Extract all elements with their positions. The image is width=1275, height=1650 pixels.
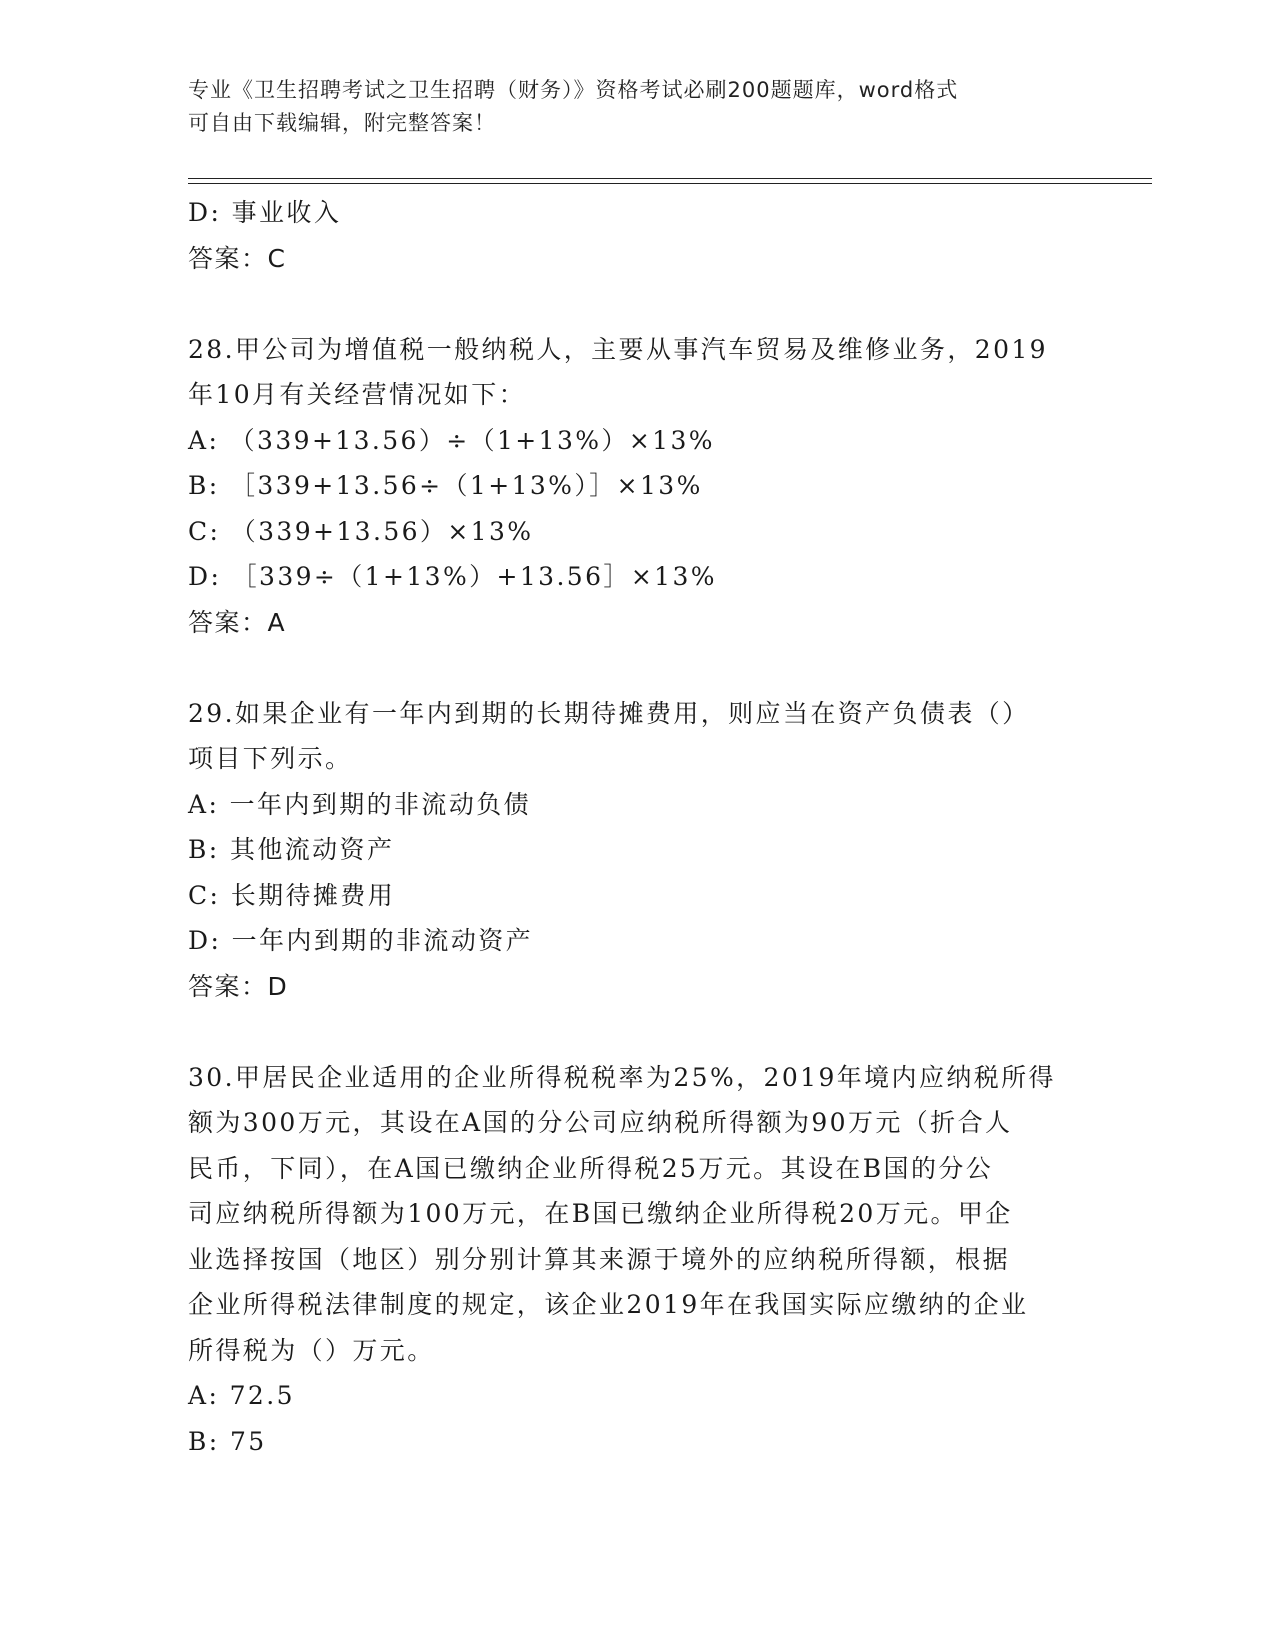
q30-stem-line-5: 业选择按国（地区）别分别计算其来源于境外的应纳税所得额，根据 — [188, 1244, 1011, 1274]
q28-option-b: B: ［339+13.56÷（1+13%）］×13% — [188, 471, 703, 500]
question-28 — [188, 327, 1088, 646]
q29-stem-line-1: 29.如果企业有一年内到期的长期待摊费用，则应当在资产负债表（） — [188, 698, 1030, 728]
question-27-tail — [188, 190, 1088, 281]
spacer — [188, 281, 1088, 327]
q30-option-b: B: 75 — [188, 1426, 267, 1456]
header-divider-bottom — [188, 183, 1152, 184]
q28-answer: 答案：A — [188, 607, 287, 637]
q30-stem-line-2: 额为300万元，其设在A国的分公司应纳税所得额为90万元（折合人 — [188, 1108, 1013, 1137]
spacer — [188, 645, 1088, 691]
q28-stem-line-1: 28.甲公司为增值税一般纳税人，主要从事汽车贸易及维修业务，2019 — [188, 334, 1048, 364]
q30-stem-line-4: 司应纳税所得额为100万元，在B国已缴纳企业所得税20万元。甲企 — [188, 1199, 1013, 1228]
q29-option-d: D: 一年内到期的非流动资产 — [188, 926, 534, 955]
header-line-1: 专业《卫生招聘考试之卫生招聘（财务）》资格考试必刷200题题库，word格式 — [188, 78, 959, 102]
q30-option-a: A: 72.5 — [188, 1381, 295, 1410]
q27-option-d: D: 事业收入 — [188, 198, 342, 227]
q29-option-c: C: 长期待摊费用 — [188, 880, 396, 910]
q27-answer: 答案：C — [188, 243, 287, 273]
q29-option-a: A: 一年内到期的非流动负债 — [188, 789, 532, 819]
q29-option-b: B: 其他流动资产 — [188, 835, 395, 864]
q30-stem-line-7: 所得税为（）万元。 — [188, 1335, 435, 1365]
q28-option-a: A: （339+13.56）÷（1+13%）×13% — [188, 425, 715, 455]
q28-stem-line-2: 年10月有关经营情况如下： — [188, 380, 527, 409]
q28-option-d: D: ［339÷（1+13%）+13.56］×13% — [188, 562, 717, 591]
q30-stem-line-3: 民币，下同），在A国已缴纳企业所得税25万元。其设在B国的分公 — [188, 1153, 994, 1183]
page-header — [188, 74, 1068, 140]
q30-stem-line-1: 30.甲居民企业适用的企业所得税税率为25%，2019年境内应纳税所得 — [188, 1062, 1056, 1092]
question-content — [188, 190, 1088, 1464]
q30-stem-line-6: 企业所得税法律制度的规定，该企业2019年在我国实际应缴纳的企业 — [188, 1290, 1029, 1319]
question-30 — [188, 1055, 1088, 1465]
spacer — [188, 1009, 1088, 1055]
q29-stem-line-2: 项目下列示。 — [188, 744, 353, 773]
header-divider-top — [188, 178, 1152, 179]
header-line-2: 可自由下载编辑，附完整答案！ — [188, 111, 496, 135]
q28-option-c: C: （339+13.56）×13% — [188, 516, 534, 546]
question-29 — [188, 691, 1088, 1010]
q29-answer: 答案：D — [188, 971, 289, 1001]
